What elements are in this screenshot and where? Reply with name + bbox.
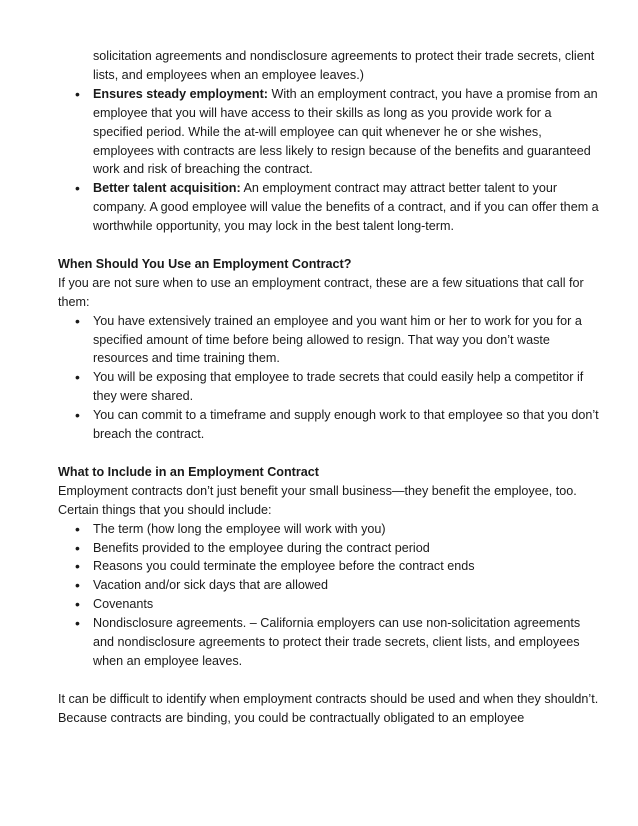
list-item-continuation bbox=[58, 47, 603, 85]
list-item: • You have extensively trained an employee and you want him or her to work for you for a specified amount of time before being allowed to resign. That way you don’t waste resources and time training them. bbox=[58, 312, 603, 369]
list-item: • You can commit to a timeframe and supply enough work to that employee so that you don’t breach the contract. bbox=[58, 406, 603, 444]
paragraph-gap bbox=[58, 236, 603, 255]
section-heading-include: What to Include in an Employment Contract bbox=[58, 464, 319, 479]
benefit-lead: Ensures steady employment: bbox=[93, 86, 268, 101]
when-list bbox=[58, 312, 603, 444]
intro-continuation-text: solicitation agreements and nondisclosure agreements to protect their trade secrets, client lists, and employees when an employee leaves.) bbox=[93, 49, 595, 82]
section-intro-include: Employment contracts don’t just benefit your small business—they benefit the employee, too. Certain things that you should include: bbox=[58, 483, 577, 517]
list-item: • Reasons you could terminate the employee before the contract ends bbox=[58, 557, 603, 576]
paragraph-gap bbox=[58, 671, 603, 690]
list-item: • Vacation and/or sick days that are allowed bbox=[58, 576, 603, 595]
list-item: • Covenants bbox=[58, 595, 603, 614]
list-item-steady-employment bbox=[58, 85, 603, 180]
section-intro-when: If you are not sure when to use an employment contract, these are a few situations that call for them: bbox=[58, 275, 584, 309]
list-item: • The term (how long the employee will work with you) bbox=[58, 520, 603, 539]
paragraph-gap bbox=[58, 444, 603, 463]
list-item: • You will be exposing that employee to trade secrets that could easily help a competitor if they were shared. bbox=[58, 368, 603, 406]
benefit-text: An employment contract may attract better talent to your company. A good employee will value the benefits of a contract, and if you can offer them a worthwhile opportunity, you may lock in the best talent long-term. bbox=[93, 181, 599, 234]
benefit-text: With an employment contract, you have a promise from an employee that you will have access to their skills as long as you provide work for a specified period. While the at-will employee can quit whenever he or she wishes, employees with contracts are less likely to resign because of the benefits and guaranteed work and risk of breaching the contract. bbox=[93, 86, 598, 177]
include-list bbox=[58, 520, 603, 671]
list-item: • Benefits provided to the employee during the contract period bbox=[58, 539, 603, 558]
closing-paragraph: It can be difficult to identify when employment contracts should be used and when they shouldn’t. Because contracts are binding, you could be contractually obligated to an employee bbox=[58, 691, 599, 725]
benefit-lead: Better talent acquisition: bbox=[93, 181, 241, 196]
benefits-list bbox=[58, 47, 603, 236]
list-item-talent-acquisition bbox=[58, 179, 603, 236]
document-page bbox=[58, 47, 603, 728]
section-heading-when: When Should You Use an Employment Contract? bbox=[58, 256, 352, 271]
list-item: • Nondisclosure agreements. – California employers can use non-solicitation agreements and nondisclosure agreements to protect their trade secrets, client lists, and employees when an employee leaves. bbox=[58, 614, 603, 671]
